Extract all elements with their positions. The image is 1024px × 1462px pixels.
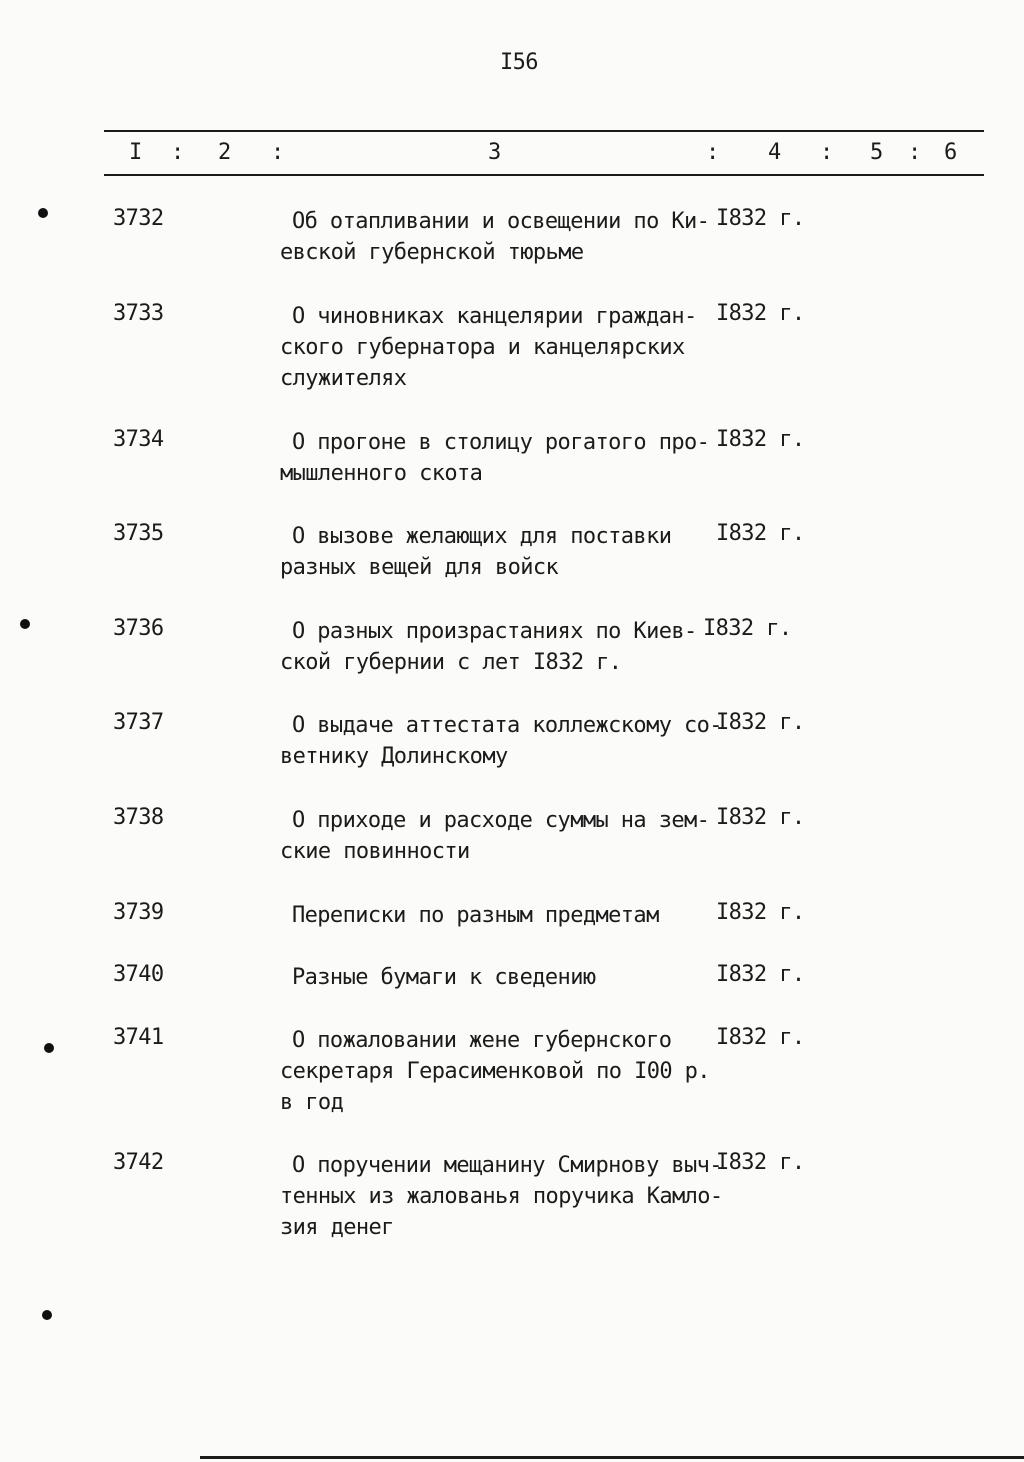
entry-title-line: служителях <box>280 366 407 391</box>
entry-title-line: О чиновниках канцелярии граждан- <box>292 304 697 329</box>
entry-title-line: зия денег <box>280 1215 394 1240</box>
entry-title-line: в год <box>280 1090 344 1115</box>
entry-title <box>268 427 738 489</box>
entry-title-line: О поручении мещанину Смирнову выч- <box>292 1153 722 1178</box>
entry-title <box>268 962 738 993</box>
entry-number: 3741 <box>113 1025 164 1050</box>
entry-year: I832 г. <box>716 521 805 546</box>
column-header-3: 3 <box>488 140 501 165</box>
entry-title <box>268 1025 738 1118</box>
entry-year: I832 г. <box>716 962 805 987</box>
column-separator: : <box>908 140 921 165</box>
entry-title-line: секретаря Герасименковой по I00 р. <box>280 1059 710 1084</box>
page-number: I56 <box>500 50 538 75</box>
entry-title-line: ского губернатора и канцелярских <box>280 335 685 360</box>
column-header-5: 5 <box>870 140 883 165</box>
entry-year: I832 г. <box>716 301 805 326</box>
entry-year: I832 г. <box>716 427 805 452</box>
entry-title <box>268 301 738 394</box>
entry-title-line: ветнику Долинскому <box>280 744 508 769</box>
entry-year: I832 г. <box>716 710 805 735</box>
entry-year: I832 г. <box>716 900 805 925</box>
column-header-4: 4 <box>768 140 781 165</box>
entry-year: I832 г. <box>703 616 792 641</box>
entry-year: I832 г. <box>716 206 805 231</box>
entry-year: I832 г. <box>716 1150 805 1175</box>
entry-title <box>268 710 738 772</box>
entry-title <box>268 805 738 867</box>
entry-title <box>268 521 738 583</box>
entry-title-line: Переписки по разным предметам <box>292 903 659 928</box>
entry-number: 3733 <box>113 301 164 326</box>
entry-number: 3735 <box>113 521 164 546</box>
entry-number: 3740 <box>113 962 164 987</box>
punch-hole-mark <box>38 208 48 218</box>
entry-number: 3732 <box>113 206 164 231</box>
entry-title <box>268 206 738 268</box>
entry-title-line: мышленного скота <box>280 461 483 486</box>
entry-title-line: О выдаче аттестата коллежскому со- <box>292 713 722 738</box>
entry-year: I832 г. <box>716 1025 805 1050</box>
entry-title-line: ские повинности <box>280 839 470 864</box>
header-top-rule <box>104 130 984 132</box>
entry-title-line: Разные бумаги к сведению <box>292 965 596 990</box>
entry-number: 3737 <box>113 710 164 735</box>
entry-title <box>268 616 738 678</box>
column-separator: : <box>171 140 184 165</box>
entry-title-line: О приходе и расходе суммы на зем- <box>292 808 710 833</box>
entry-title-line: О пожаловании жене губернского <box>292 1028 672 1053</box>
entry-title-line: тенных из жалованья поручика Камло- <box>280 1184 723 1209</box>
entry-title-line: О прогоне в столицу рогатого про- <box>292 430 710 455</box>
entry-title-line: Об отапливании и освещении по Ки- <box>292 209 710 234</box>
entry-number: 3739 <box>113 900 164 925</box>
entry-year: I832 г. <box>716 805 805 830</box>
entry-number: 3736 <box>113 616 164 641</box>
entry-title-line: ской губернии с лет I832 г. <box>280 650 622 675</box>
scan-bottom-edge <box>200 1456 1024 1459</box>
column-separator: : <box>706 140 719 165</box>
punch-hole-mark <box>42 1310 52 1320</box>
entry-number: 3738 <box>113 805 164 830</box>
entry-title-line: евской губернской тюрьме <box>280 240 584 265</box>
punch-hole-mark <box>44 1043 54 1053</box>
column-separator: : <box>820 140 833 165</box>
header-bottom-rule <box>104 174 984 176</box>
column-header-6: 6 <box>944 140 957 165</box>
column-header-2: 2 <box>218 140 231 165</box>
entry-title <box>268 900 738 931</box>
entry-title-line: О разных произрастаниях по Киев- <box>292 619 697 644</box>
column-separator: : <box>271 140 284 165</box>
entry-title-line: О вызове желающих для поставки <box>292 524 672 549</box>
entry-title <box>268 1150 738 1243</box>
column-header-1: I <box>129 140 142 165</box>
entry-title-line: разных вещей для войск <box>280 555 559 580</box>
entry-number: 3742 <box>113 1150 164 1175</box>
entry-number: 3734 <box>113 427 164 452</box>
punch-hole-mark <box>20 619 30 629</box>
